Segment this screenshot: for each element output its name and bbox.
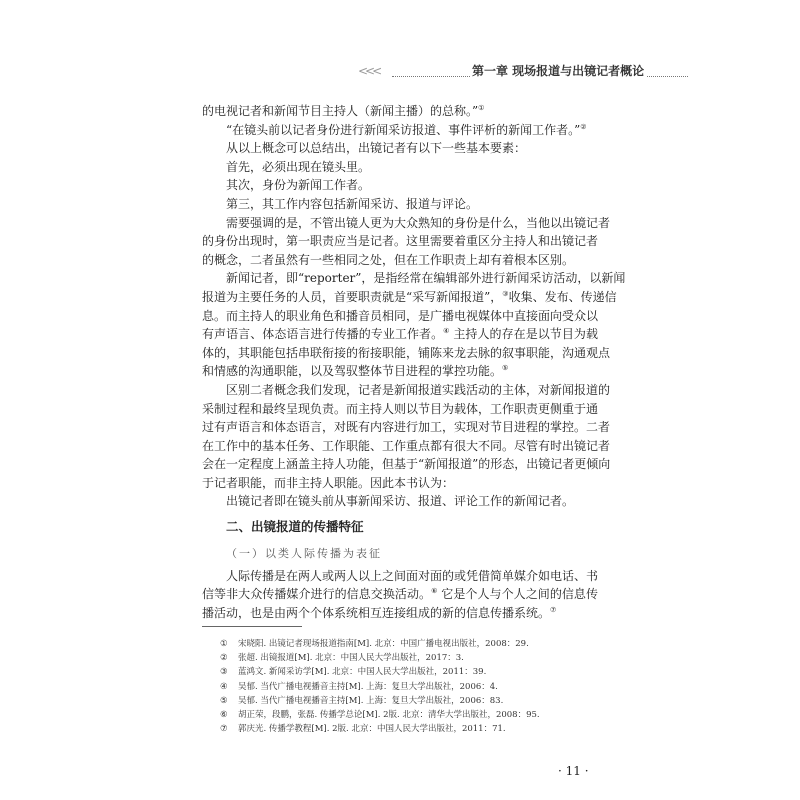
text-segment: “在镜头前以记者身份进行新闻采访报道、事件评析的新闻工作者。” bbox=[226, 122, 581, 137]
footnote-item bbox=[220, 665, 540, 679]
text-segment: 体的，其职能包括串联衔接的衔接职能，铺陈来龙去脉的叙事职能，沟通观点 bbox=[202, 345, 611, 360]
text-segment: 需要强调的是，不管出镜人更为大众熟知的身份是什么，当他以出镜记者 bbox=[226, 215, 611, 230]
footnote-item bbox=[220, 708, 540, 722]
footnote-number: ④ bbox=[220, 681, 228, 692]
footnote-text: 郭庆光. 传播学教程[M]. 2版. 北京：中国人民大学出版社，2011：71. bbox=[238, 724, 506, 735]
text-segment: 息。而主持人的职业角色和播音员相同，是广播电视媒体中直接面向受众以 bbox=[202, 308, 599, 323]
text-line bbox=[202, 251, 598, 270]
paragraphs-block-2 bbox=[202, 567, 598, 623]
text-segment: 其次，身份为新闻工作者。 bbox=[226, 178, 371, 193]
footnote-text: 张超. 出镜报道[M]. 北京：中国人民大学出版社，2017：3. bbox=[238, 653, 464, 664]
page-number: · 11 · bbox=[558, 764, 589, 778]
text-segment: 在工作中的基本任务、工作职能、工作重点都有很大不同。尽管有时出镜记者 bbox=[202, 438, 611, 453]
body-text bbox=[202, 102, 626, 622]
text-segment: 于记者职能，而非主持人职能。因此本书认为： bbox=[202, 475, 455, 490]
text-line bbox=[202, 604, 598, 623]
text-segment: 第三，其工作内容包括新闻采访、报道与评论。 bbox=[226, 196, 479, 211]
footnote-marker[interactable]: ④ bbox=[443, 327, 450, 336]
text-line bbox=[202, 381, 611, 400]
text-segment: 从以上概念可以总结出，出镜记者有以下一些基本要素： bbox=[226, 141, 527, 156]
text-segment: 区别二者概念我们发现，记者是新闻报道实践活动的主体，对新闻报道的 bbox=[226, 382, 611, 397]
footnote-item bbox=[220, 637, 540, 651]
paragraphs-block-1 bbox=[202, 102, 626, 511]
footnote-text: 吴郁. 当代广播电视播音主持[M]. 上海：复旦大学出版社，2006：83. bbox=[238, 695, 504, 706]
text-segment: 和情感的沟通职能，以及驾驭整体节目进程的掌控功能。 bbox=[202, 364, 503, 379]
footnote-item bbox=[220, 680, 540, 694]
text-line bbox=[202, 307, 598, 326]
chapter-title: 第一章 现场报道与出镜记者概论 bbox=[472, 64, 645, 78]
text-segment: 收集、发布、传递信 bbox=[508, 289, 617, 304]
section-heading: 二、出镜报道的传播特征 bbox=[226, 519, 364, 535]
text-segment: 的身份出现时，第一职责应当是记者。这里需要着重区分主持人和出镜记者 bbox=[202, 234, 599, 249]
footnote-item bbox=[220, 651, 540, 665]
text-line bbox=[202, 474, 598, 493]
footnote-text: 宋晓阳. 出镜记者现场报道指南[M]. 北京：中国广播电视出版社，2008：29. bbox=[238, 639, 529, 649]
text-line bbox=[202, 232, 598, 251]
text-segment: 有声语言、体态语言进行传播的专业工作者。 bbox=[202, 327, 444, 342]
footnote-marker[interactable]: ③ bbox=[502, 289, 509, 298]
text-segment: 主持人的存在是以节目为载 bbox=[449, 327, 598, 342]
text-segment: 信等非大众传播媒介进行的信息交换活动。 bbox=[202, 587, 432, 602]
text-line bbox=[202, 492, 598, 511]
footnote-number: ⑥ bbox=[220, 709, 228, 720]
footnote-item bbox=[220, 722, 540, 736]
text-segment: 会在一定程度上涵盖主持人功能，但基于“新闻报道”的形态，出镜记者更倾向 bbox=[202, 457, 611, 472]
footnote-marker[interactable]: ① bbox=[478, 104, 485, 112]
text-segment: 报道为主要任务的人员，首要职责就是“采写新闻报道”， bbox=[202, 289, 503, 304]
footnote-marker[interactable]: ② bbox=[580, 122, 587, 131]
text-segment: 的概念，二者虽然有一些相同之处，但在工作职责上却有着根本区别。 bbox=[202, 252, 575, 267]
text-segment: 采制过程和最终呈现负责。而主持人则以节目为载体，工作职责更侧重于通 bbox=[202, 401, 599, 416]
header-arrows-icon: <<< bbox=[358, 64, 380, 78]
text-line bbox=[202, 269, 626, 288]
text-line bbox=[202, 585, 598, 604]
text-segment: 新闻记者，即“reporter”，是指经常在编辑部外进行新闻采访活动，以新闻 bbox=[226, 271, 626, 286]
text-segment: 首先，必须出现在镜头里。 bbox=[226, 159, 371, 174]
footnote-number: ① bbox=[220, 639, 228, 649]
text-line bbox=[202, 437, 611, 456]
text-line bbox=[202, 455, 611, 474]
text-line bbox=[202, 158, 598, 177]
footnotes bbox=[220, 637, 540, 736]
footnote-item bbox=[220, 694, 540, 708]
text-line bbox=[202, 195, 598, 214]
footnote-number: ⑦ bbox=[220, 724, 228, 735]
text-segment: 它是个人与个人之间的信息传 bbox=[437, 587, 598, 602]
text-segment: 出镜记者即在镜头前从事新闻采访、报道、评论工作的新闻记者。 bbox=[226, 494, 575, 509]
subsection-heading: （一）以类人际传播为表征 bbox=[226, 547, 382, 561]
footnote-text: 蓝鸿文. 新闻采访学[M]. 北京：中国人民大学出版社，2011：39. bbox=[238, 667, 487, 678]
text-line bbox=[202, 176, 598, 195]
text-line bbox=[202, 121, 598, 140]
footnote-marker[interactable]: ⑤ bbox=[502, 364, 509, 373]
text-segment: 过有声语言和体态语言，对既有内容进行加工，实现对节目进程的掌控。二者 bbox=[202, 420, 611, 435]
text-segment: 的电视记者和新闻节目主持人（新闻主播）的总称。” bbox=[202, 104, 479, 118]
text-line bbox=[202, 362, 598, 381]
text-line bbox=[202, 418, 611, 437]
text-line bbox=[202, 344, 611, 363]
footnote-marker[interactable]: ⑦ bbox=[550, 605, 557, 614]
text-line bbox=[202, 214, 611, 233]
text-line bbox=[202, 567, 598, 586]
text-line bbox=[202, 288, 617, 307]
footnote-number: ⑤ bbox=[220, 695, 228, 706]
text-segment: 人际传播是在两人或两人以上之间面对面的或凭借简单媒介如电话、书 bbox=[226, 568, 599, 583]
text-line bbox=[202, 400, 598, 419]
text-segment: 播活动，也是由两个个体系统相互连接组成的新的信息传播系统。 bbox=[202, 605, 551, 620]
footnote-marker[interactable]: ⑥ bbox=[431, 587, 438, 596]
footnote-divider bbox=[202, 626, 302, 627]
text-line bbox=[202, 102, 598, 121]
footnote-number: ③ bbox=[220, 667, 228, 678]
text-line bbox=[202, 139, 598, 158]
footnote-number: ② bbox=[220, 653, 228, 664]
text-line bbox=[202, 325, 598, 344]
footnote-text: 胡正荣，段鹏，张磊. 传播学总论[M]. 2版. 北京：清华大学出版社，2008：95. bbox=[238, 709, 540, 720]
footnote-text: 吴郁. 当代广播电视播音主持[M]. 上海：复旦大学出版社，2006：4. bbox=[238, 681, 498, 692]
